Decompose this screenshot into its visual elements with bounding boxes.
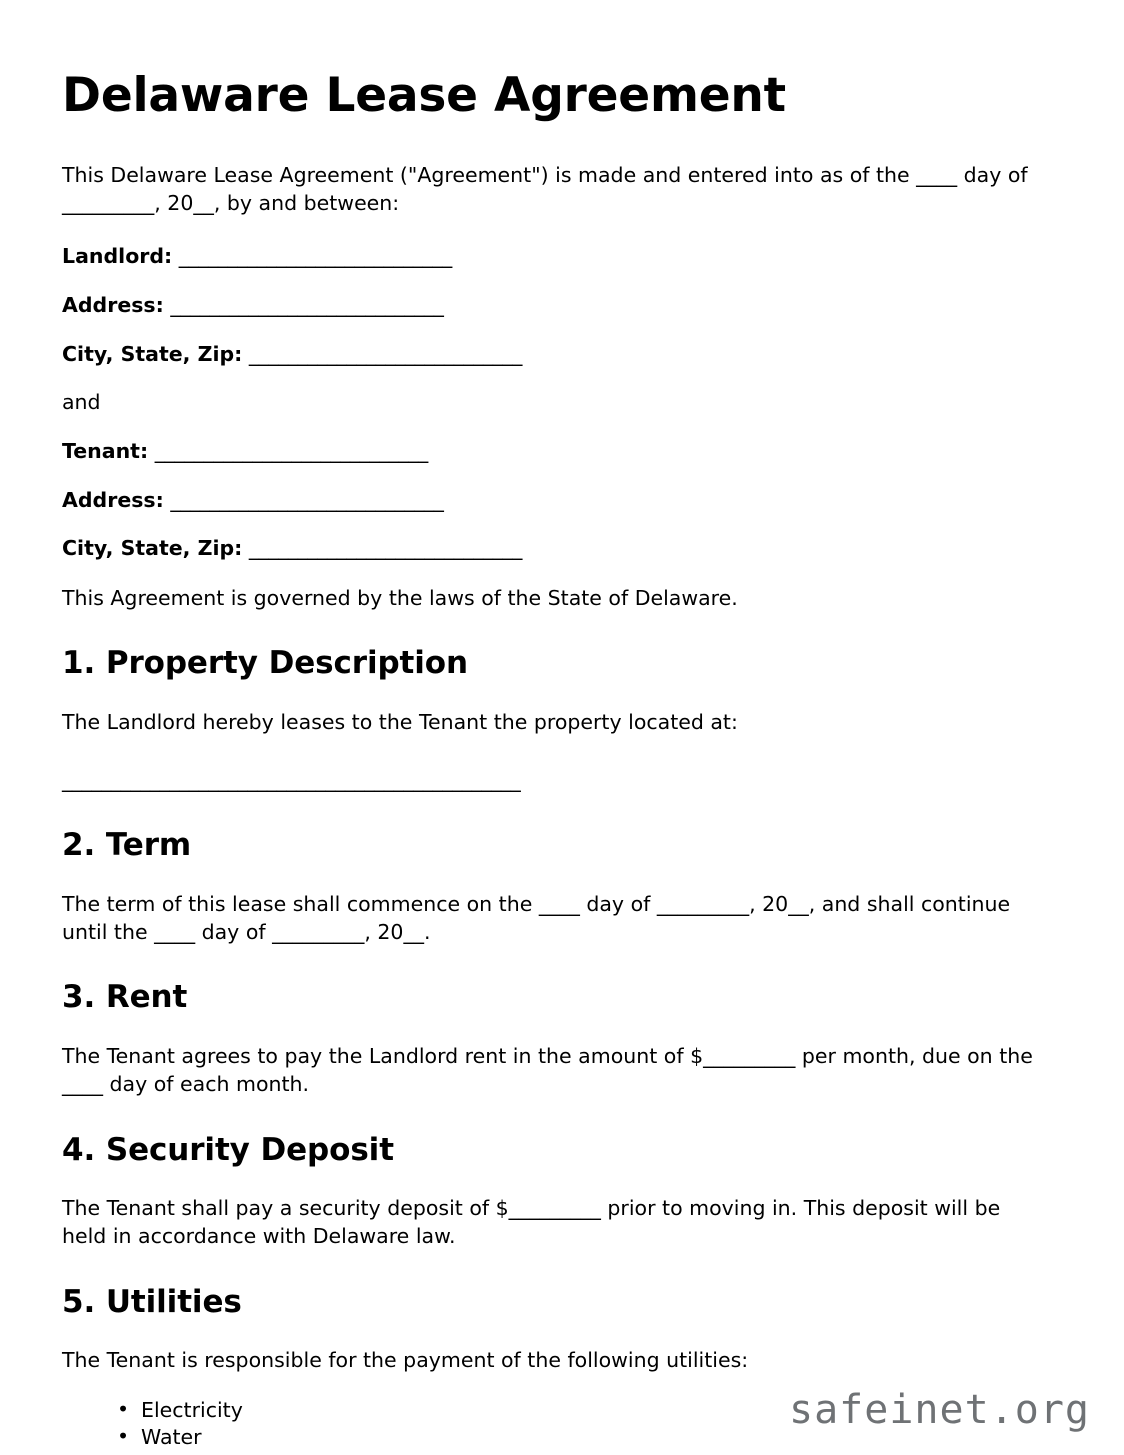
- governing-law-paragraph: This Agreement is governed by the laws of the State of Delaware.: [62, 585, 738, 610]
- landlord-address-line: [62, 292, 1062, 320]
- list-item-label: Water: [141, 1424, 202, 1449]
- tenant-party-block: [62, 438, 1062, 563]
- property-address-blank-line[interactable]: _______________________________________________: [62, 768, 521, 793]
- section-heading-utilities: 5. Utilities: [62, 1283, 242, 1320]
- list-item-label: Electricity: [141, 1397, 243, 1422]
- section-heading-security-deposit: 4. Security Deposit: [62, 1131, 394, 1168]
- landlord-party-block: [62, 243, 1062, 368]
- landlord-label: Landlord:: [62, 244, 173, 269]
- landlord-address-label: Address:: [62, 292, 164, 317]
- tenant-city-state-zip-fill[interactable]: ____________________________: [248, 536, 522, 561]
- section-body-utilities: The Tenant is responsible for the payment of the following utilities:: [62, 1348, 749, 1373]
- intro-paragraph: This Delaware Lease Agreement ("Agreement") is made and entered into as of the ____ day of _________, 20__, by and between:: [62, 162, 1028, 215]
- bullet-icon: •: [117, 1396, 130, 1421]
- landlord-name-line: [62, 243, 1062, 271]
- tenant-address-line: [62, 487, 1062, 515]
- section-body-property-description: The Landlord hereby leases to the Tenant the property located at:: [62, 709, 738, 734]
- page-title: Delaware Lease Agreement: [62, 68, 786, 123]
- tenant-address-fill[interactable]: ____________________________: [170, 487, 444, 512]
- section-heading-rent: 3. Rent: [62, 979, 188, 1016]
- section-body-security-deposit: The Tenant shall pay a security deposit of $_________ prior to moving in. This deposit will be held in accordance with Delaware law.: [62, 1196, 1001, 1249]
- landlord-city-state-zip-line: [62, 341, 1062, 369]
- landlord-city-state-zip-fill[interactable]: ____________________________: [248, 341, 522, 366]
- section-heading-term: 2. Term: [62, 827, 192, 864]
- landlord-name-fill[interactable]: ____________________________: [178, 244, 452, 269]
- bullet-icon: •: [117, 1423, 130, 1448]
- tenant-address-label: Address:: [62, 487, 164, 512]
- tenant-city-state-zip-line: [62, 535, 1062, 563]
- tenant-city-state-zip-label: City, State, Zip:: [62, 536, 243, 561]
- tenant-name-line: [62, 438, 1062, 466]
- section-body-rent: The Tenant agrees to pay the Landlord rent in the amount of $_________ per month, due on the ____ day of each month.: [62, 1044, 1033, 1097]
- tenant-name-fill[interactable]: ____________________________: [154, 438, 428, 463]
- tenant-label: Tenant:: [62, 438, 149, 463]
- landlord-address-fill[interactable]: ____________________________: [170, 292, 444, 317]
- section-body-term: The term of this lease shall commence on the ____ day of _________, 20__, and shall continue until the ____ day of _________, 20__.: [62, 891, 1011, 945]
- section-heading-property-description: 1. Property Description: [62, 645, 468, 682]
- parties-conjunction: and: [62, 390, 101, 415]
- watermark: safeinet.org: [789, 1387, 1090, 1433]
- landlord-city-state-zip-label: City, State, Zip:: [62, 341, 243, 366]
